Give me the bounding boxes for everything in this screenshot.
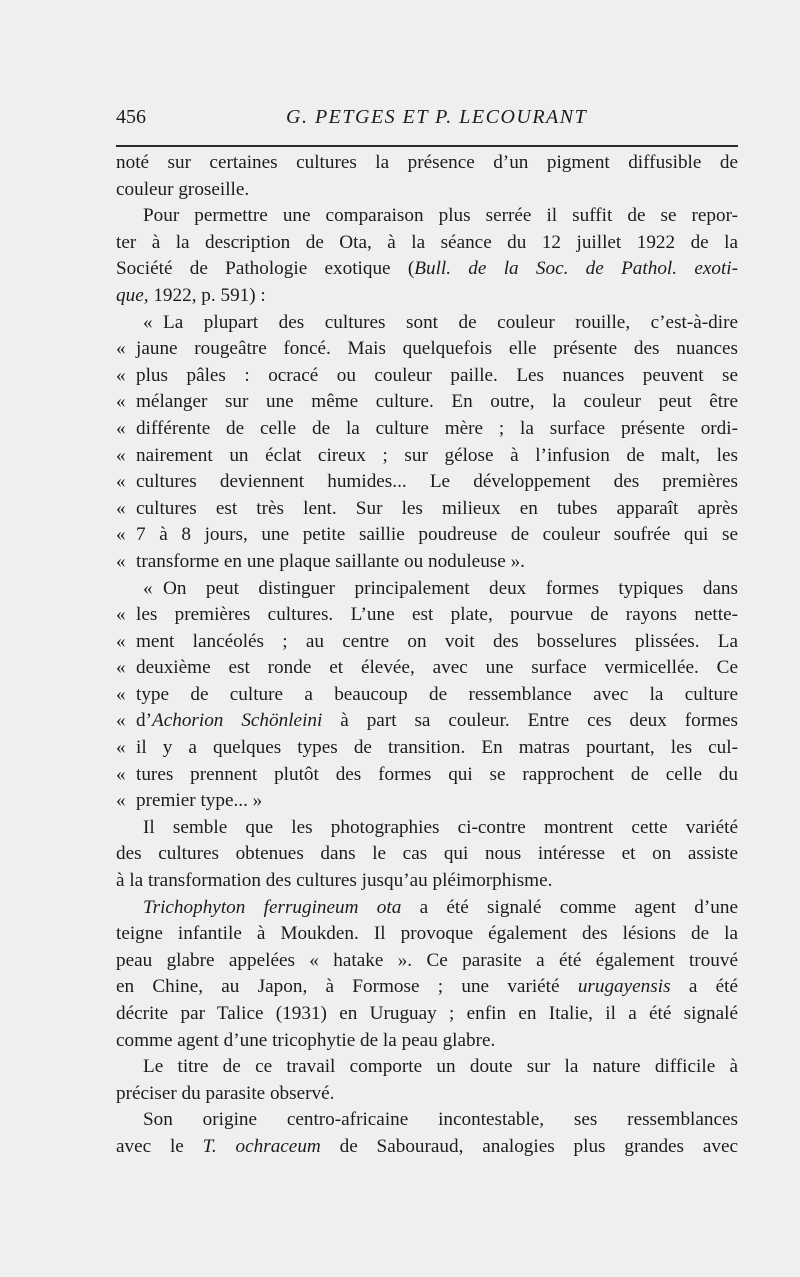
quote-line: « On peut distinguer principalement deux formes typiques dans — [143, 577, 738, 599]
text-line: décrite par Talice (1931) en Uruguay ; enfin en Italie, il a été signalé — [116, 1003, 738, 1024]
page-header — [116, 106, 736, 136]
running-title: G. PETGES ET P. LECOURANT — [286, 106, 588, 128]
text-line: couleur groseille. — [116, 178, 250, 200]
quote-line: « premier type... » — [116, 790, 263, 812]
text-line: Trichophyton ferrugineum ota a été signalé comme agent d’une — [143, 896, 738, 918]
text-line: des cultures obtenues dans le cas qui nous intéresse et on assiste — [116, 843, 738, 865]
quote-line: « plus pâles : ocracé ou couleur paille. Les nuances peuvent se — [116, 364, 738, 386]
quote-line: « type de culture a beaucoup de ressemblance avec la culture — [116, 683, 738, 705]
quote-line: « mélanger sur une même culture. En outre, la couleur peut être — [116, 391, 738, 413]
text-line: comme agent d’une tricophytie de la peau glabre. — [116, 1029, 496, 1051]
quote-line: « il y a quelques types de transition. En matras pourtant, les cul- — [116, 737, 738, 759]
text-line: préciser du parasite observé. — [116, 1082, 335, 1104]
page-number: 456 — [116, 106, 146, 128]
text-line: Son origine centro-africaine incontestable, ses ressemblances — [143, 1109, 738, 1131]
header-rule — [116, 145, 738, 147]
quote-line: « d’Achorion Schönleini à part sa couleur. Entre ces deux formes — [116, 710, 739, 732]
text-line: avec le T. ochraceum de Sabouraud, analogies plus grandes avec — [116, 1135, 738, 1157]
text-line: à la transformation des cultures jusqu’au pléimorphisme. — [116, 870, 553, 892]
text-line: que, 1922, p. 591) : — [116, 284, 266, 306]
quote-line: « différente de celle de la culture mère ; la surface présente ordi- — [116, 417, 738, 439]
quote-line: « cultures deviennent humides... Le développement des premières — [116, 471, 738, 493]
quote-line: « cultures est très lent. Sur les milieux en tubes apparaît après — [116, 497, 738, 519]
quote-line: « jaune rougeâtre foncé. Mais quelquefois elle présente des nuances — [116, 338, 738, 360]
quote-line: « tures prennent plutôt des formes qui se rapprochent de celle du — [116, 763, 738, 785]
quote-line: « 7 à 8 jours, une petite saillie poudreuse de couleur soufrée qui se — [116, 524, 738, 546]
text-line: Le titre de ce travail comporte un doute sur la nature difficile à — [143, 1056, 738, 1078]
quote-line: « deuxième est ronde et élevée, avec une surface vermicellée. Ce — [116, 657, 738, 679]
text-line: Pour permettre une comparaison plus serrée il suffit de se repor- — [143, 205, 738, 227]
quote-line: « les premières cultures. L’une est plate, pourvue de rayons nette- — [116, 604, 738, 626]
body-text — [116, 150, 738, 1161]
text-line: Il semble que les photographies ci-contre montrent cette variété — [143, 816, 738, 838]
text-line: peau glabre appelées « hatake ». Ce parasite a été également trouvé — [116, 949, 738, 971]
text-line: noté sur certaines cultures la présence d’un pigment diffusible de — [116, 152, 738, 173]
text-line: teigne infantile à Moukden. Il provoque également des lésions de la — [116, 923, 738, 945]
quote-line: « La plupart des cultures sont de couleur rouille, c’est-à-dire — [143, 311, 738, 333]
text-line: ter à la description de Ota, à la séance du 12 juillet 1922 de la — [116, 231, 738, 253]
quote-line: « ment lancéolés ; au centre on voit des bosselures plissées. La — [116, 630, 738, 652]
text-line: en Chine, au Japon, à Formose ; une variété urugayensis a été — [116, 976, 738, 998]
quote-line: « transforme en une plaque saillante ou noduleuse ». — [116, 550, 525, 572]
text-line: Société de Pathologie exotique (Bull. de la Soc. de Pathol. exoti- — [116, 258, 738, 280]
quote-line: « nairement un éclat cireux ; sur gélose à l’infusion de malt, les — [116, 444, 738, 466]
